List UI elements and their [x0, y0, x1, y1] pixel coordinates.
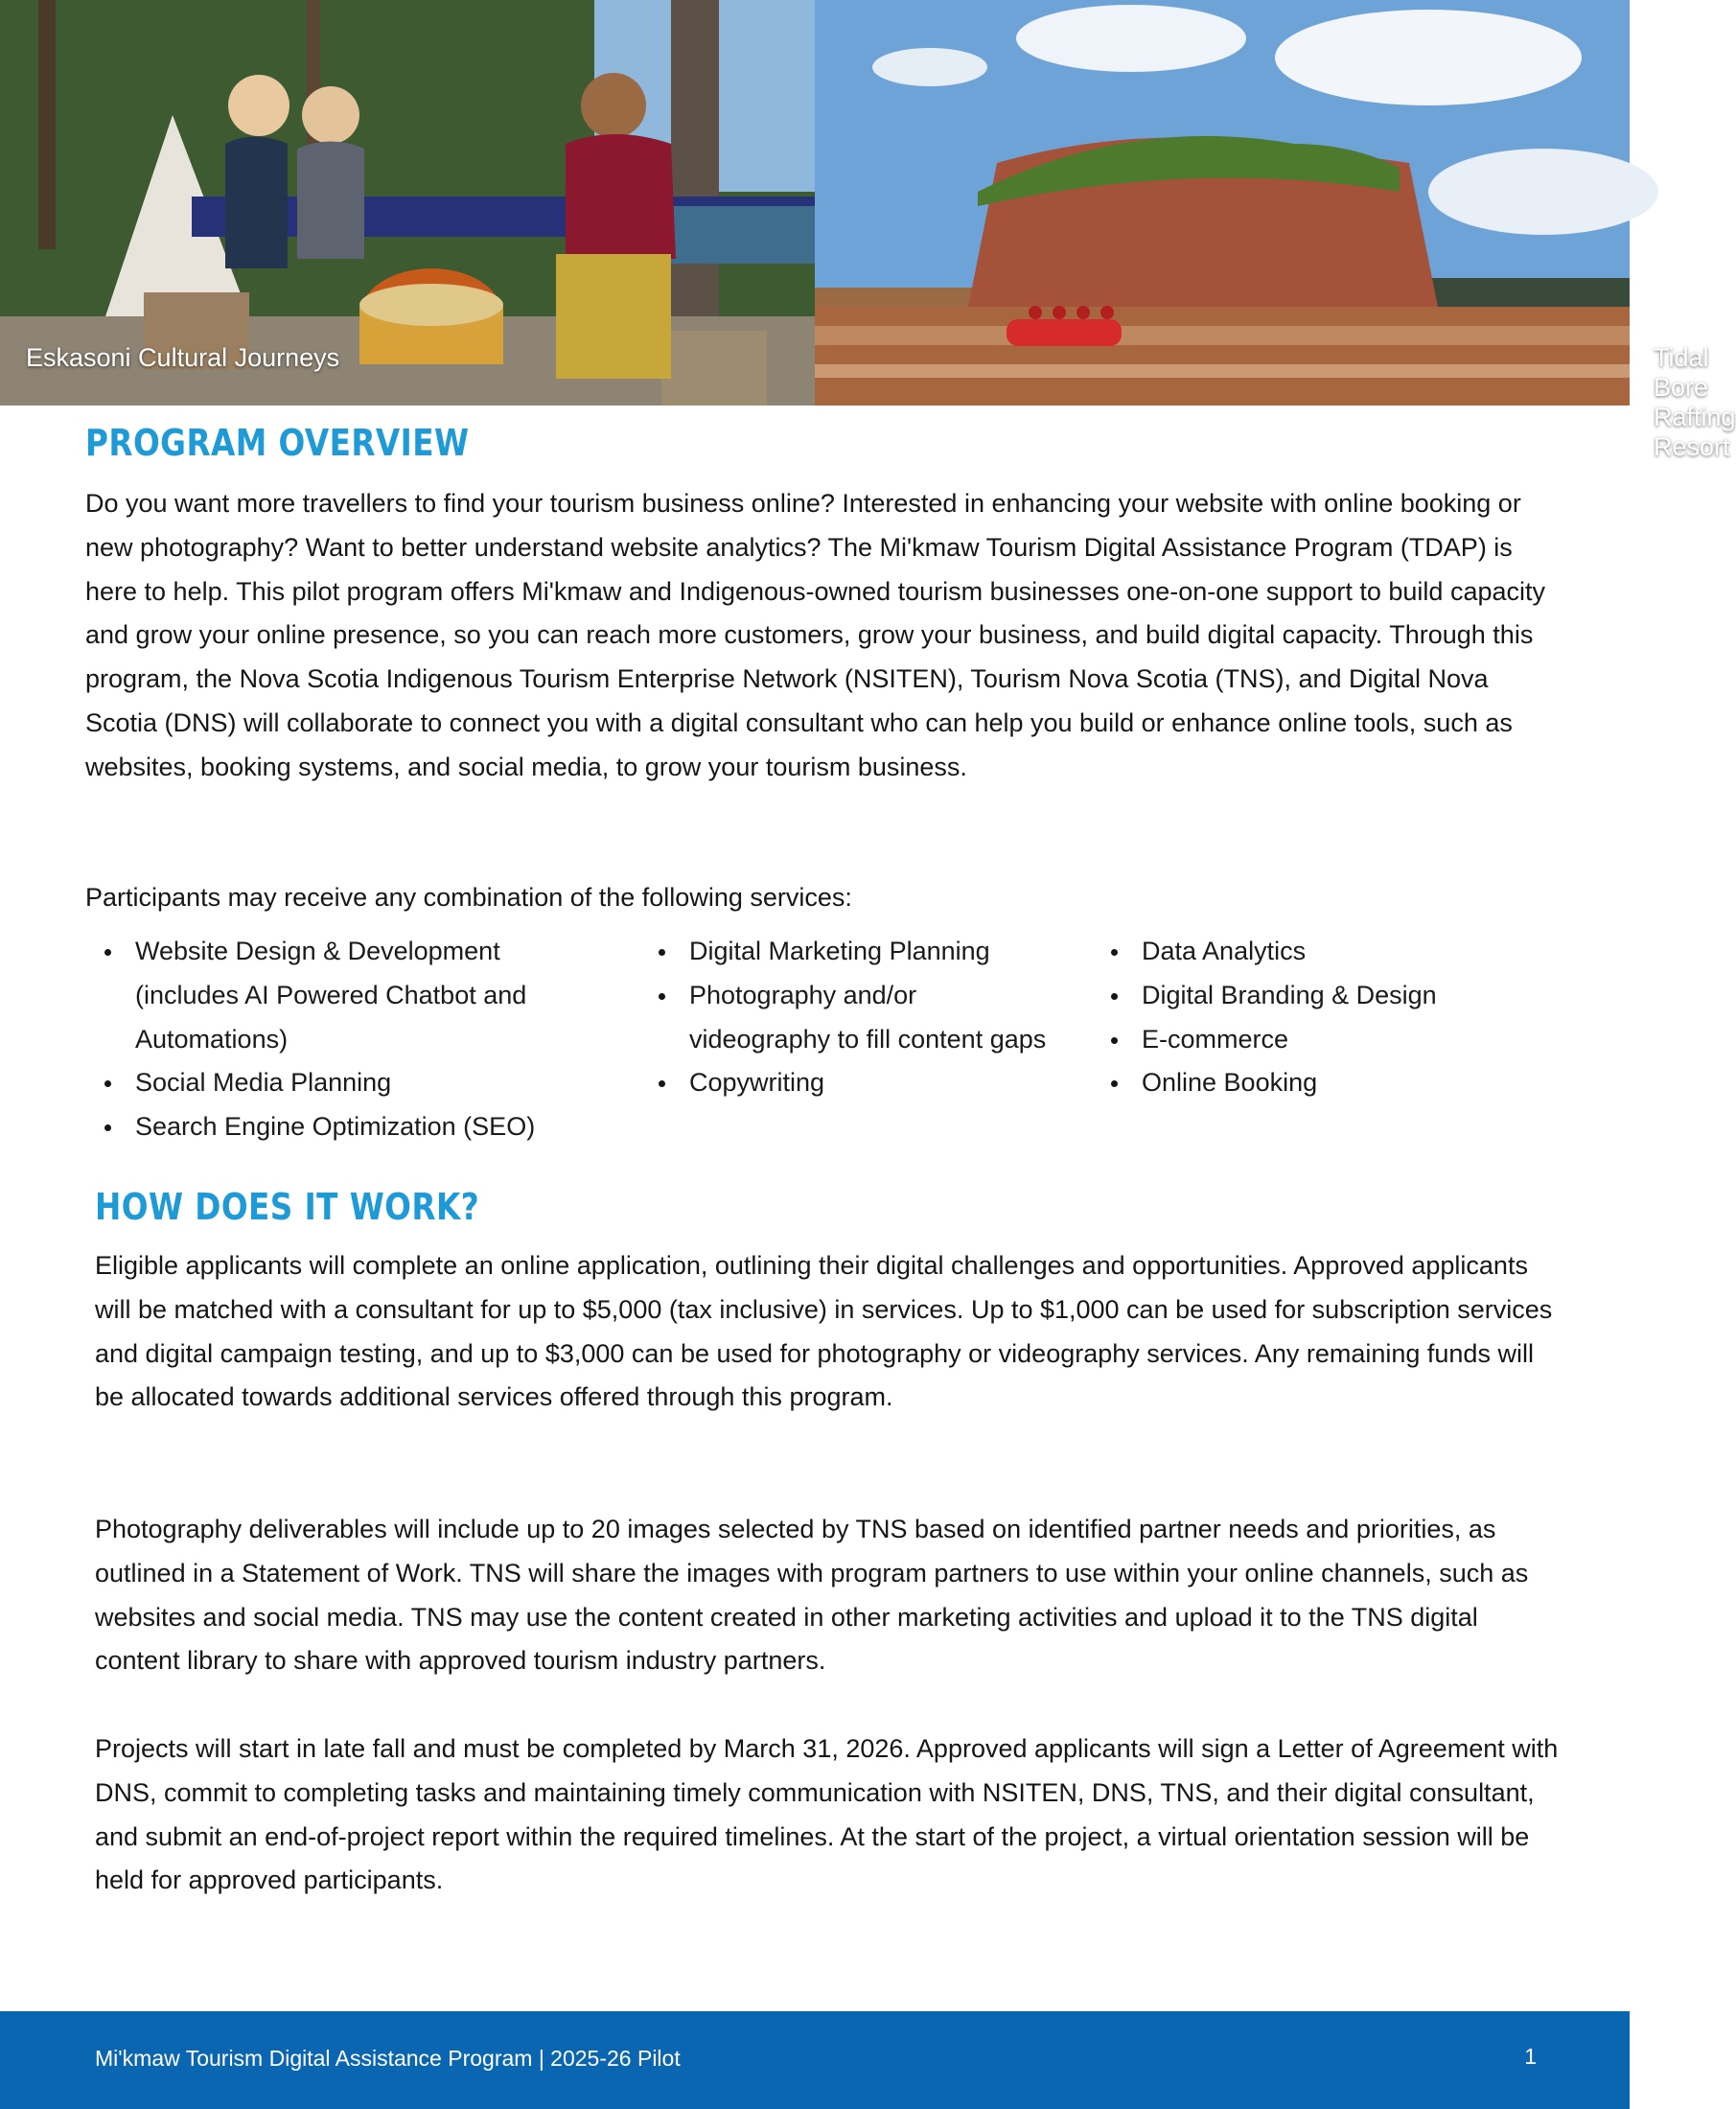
tidal-bore-photo: [815, 0, 1736, 461]
tidal-bore-caption: Tidal Bore Rafting Resort: [1654, 343, 1736, 461]
list-item: Search Engine Optimization (SEO): [85, 1105, 603, 1149]
eskasoni-photo: [0, 0, 815, 406]
how-paragraph-photography: Photography deliverables will include up to 20 images selected by TNS based on identified partner needs and priorities, as outlined in a Statement of Work. TNS will share the images with program partners to use within your online channels, such as websites and social media. TNS may use the content created in other marketing activities and upload it to the TNS digital content library to share with approved tourism industry partners.: [95, 1515, 1529, 1676]
how-paragraph-timeline: Projects will start in late fall and must be completed by March 31, 2026. Approved applicants will sign a Letter of Agreement with DNS, commit to completing tasks and maintaining timely communication with NSITEN, DNS, TNS, and their digital consultant, and submit an end-of-project report within the required timelines. At the start of the project, a virtual orientation session will be held for approved participants.: [95, 1734, 1559, 1895]
services-list-column-1: [85, 930, 603, 1149]
program-overview-intro: Do you want more travellers to find your tourism business online? Interested in enhancing your website with online booking or new photography? Want to better understand website analytics? The Mi'kmaw Tourism Digital Assistance Program (TDAP) is here to help. This pilot program offers Mi'kmaw and Indigenous-owned tourism businesses one-on-one support to build capacity and grow your online presence, so you can reach more customers, grow your business, and build digital capacity. Through this program, the Nova Scotia Indigenous Tourism Enterprise Network (NSITEN), Tourism Nova Scotia (TNS), and Digital Nova Scotia (DNS) will collaborate to connect you with a digital consultant who can help you build or enhance online tools, such as websites, booking systems, and social media, to grow your tourism business.: [85, 489, 1545, 781]
list-item: Digital Branding & Design: [1092, 974, 1552, 1018]
services-intro: Participants may receive any combination of the following services:: [85, 883, 852, 912]
list-item: Data Analytics: [1092, 930, 1552, 974]
services-list-column-3: [1092, 930, 1552, 1105]
services-list-column-2: [639, 930, 1052, 1105]
how-paragraph-eligibility: Eligible applicants will complete an online application, outlining their digital challenges and opportunities. Approved applicants will be matched with a consultant for up to $5,000 (tax inclusive) in services. Up to $1,000 can be used for subscription services and digital campaign testing, and up to $3,000 can be used for photography or videography services. Any remaining funds will be allocated towards additional services offered through this program.: [95, 1251, 1553, 1412]
page-number: 1: [1524, 2044, 1537, 2069]
list-item: Social Media Planning: [85, 1061, 603, 1105]
how-does-it-work-heading: HOW DOES IT WORK?: [95, 1186, 480, 1228]
list-item: Online Booking: [1092, 1061, 1552, 1105]
list-item: Copywriting: [639, 1061, 1052, 1105]
list-item: E-commerce: [1092, 1018, 1552, 1062]
list-item: Website Design & Development (includes AI Powered Chatbot and Automations): [85, 930, 603, 1061]
eskasoni-caption: Eskasoni Cultural Journeys: [26, 343, 340, 372]
list-item: Photography and/or videography to fill content gaps: [639, 974, 1052, 1062]
footer-program-title: Mi'kmaw Tourism Digital Assistance Program | 2025-26 Pilot: [95, 2046, 681, 2071]
program-overview-heading: PROGRAM OVERVIEW: [85, 422, 470, 464]
list-item: Digital Marketing Planning: [639, 930, 1052, 974]
page-footer: [0, 2011, 1630, 2109]
tidal-bore-photo-art: [815, 0, 1630, 406]
